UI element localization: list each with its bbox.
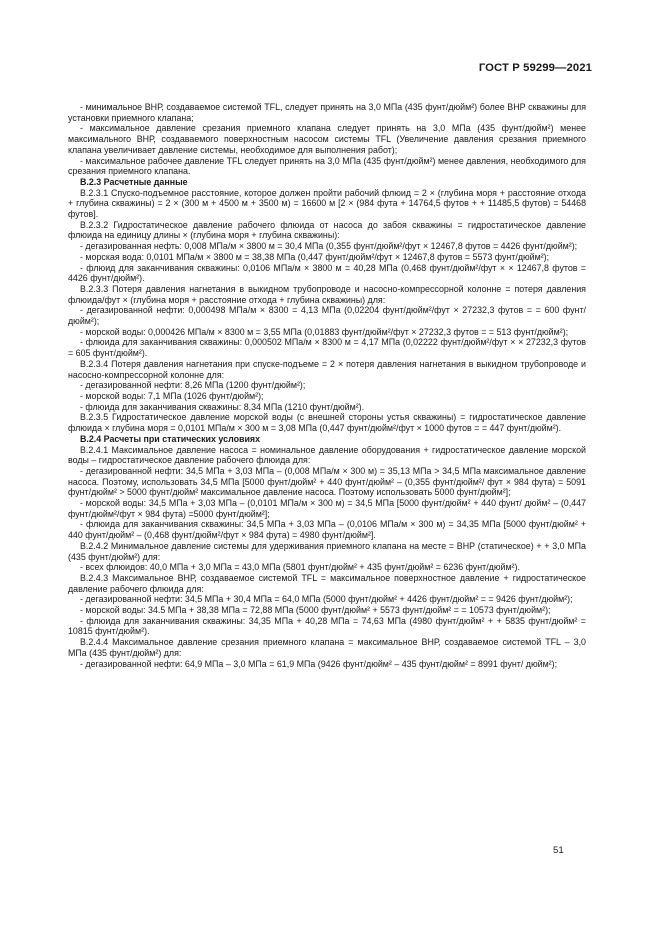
page-body bbox=[68, 102, 586, 669]
paragraph: - дегазированной нефти: 8,26 МПа (1200 фунт/дюйм²); bbox=[80, 380, 306, 391]
paragraph: - морской воды: 34,5 МПа + 3,03 МПа – (0,0101 МПа/м × 300 м) = 34,5 МПа [5000 фунт/дюйм² + 440 фунт/ дюйм² – (0,447 фунт/дюйм²/фут × 984 фута) =5000 фунт/дюйм²]; bbox=[68, 498, 586, 519]
page-number: 51 bbox=[553, 845, 564, 856]
paragraph: - морской воды: 0,000426 МПа/м × 8300 м = 3,55 МПа (0,01883 фунт/дюйм²/фут × 27232,3 футов = = 513 фунт/дюйм²); bbox=[80, 326, 569, 337]
paragraph: - морской воды: 7,1 МПа (1026 фунт/дюйм²); bbox=[80, 390, 264, 401]
paragraph: - дегазированной нефти: 34,5 МПа + 30,4 МПа = 64,0 МПа (5000 фунт/дюйм² + 4426 фунт/дюйм² = = 9426 фунт/дюйм²); bbox=[80, 594, 573, 605]
document-id-header: ГОСТ Р 59299—2021 bbox=[478, 62, 592, 74]
paragraph: В.2.4.4 Максимальное давление срезания приемного клапана = максимальное ВНР, создаваемое системой TFL – 3,0 МПа (435 фунт/дюйм²) для: bbox=[68, 637, 586, 658]
paragraph: - флюид для заканчивания скважины: 0,0106 МПа/м × 3800 м = 40,28 МПа (0,468 фунт/дюйм²/фут × × 12467,8 футов = 4426 фунт/дюйм²). bbox=[68, 262, 586, 284]
paragraph: - дегазированной нефти: 0,000498 МПа/м × 8300 = 4,13 МПа (0,02204 фунт/дюйм²/фут × 27232,3 футов = = 600 фунт/дюйм²); bbox=[68, 305, 586, 327]
paragraph: - максимальное рабочее давление TFL следует принять на 3,0 МПа (435 фунт/дюйм²) менее давления, необходимого для срезания приемного клапана. bbox=[68, 155, 586, 177]
paragraph: В.2.4.1 Максимальное давление насоса = номинальное давление оборудования + гидростатическое давление морской воды – гидростатическое давление рабочего флюида для: bbox=[68, 444, 586, 466]
paragraph: В.2.4.2 Минимальное давление системы для удерживания приемного клапана на месте = ВНР (статическое) + + 3,0 МПа (435 фунт/дюйм²) для: bbox=[68, 540, 586, 562]
paragraph: В.2.4.3 Максимальное ВНР, создаваемое системой TFL = максимальное поверхностное давление + гидростатическое давление рабочего флюида для: bbox=[68, 572, 586, 594]
paragraph: - всех флюидов: 40,0 МПа + 3,0 МПа = 43,0 МПа (5801 фунт/дюйм² + 435 фунт/дюйм² = 6236 фунт/дюйм²). bbox=[80, 562, 520, 573]
paragraph: В.2.3.2 Гидростатическое давление рабочего флюида от насоса до забоя скважины = гидростатическое давление флюида на единицу длины × (глубина моря + глубина скважины): bbox=[68, 219, 586, 241]
paragraph: - дегазированной нефти: 34,5 МПа + 3,03 МПа – (0,008 МПа/м × 300 м) = 35,13 МПа > 34,5 МПа максимальное давление насоса. Поэтому, использовать 34,5 МПа [5000 фунт/дюйм² + 440 фунт/дюйм² – (0,355 фунт/дюйм²/ фут × 984 фута) = 5091 фунт/дюйм² > 5000 фунт/дюйм² максимальное давление насоса. Поэтому использовать 5000 фунт/дюйм²]; bbox=[68, 465, 586, 498]
paragraph: - флюида для заканчивания скважины: 34,5 МПа + 3,03 МПа – (0,0106 МПа/м × 300 м) = 34,35 МПа [5000 фунт/дюйм² + 440 фунт/дюйм² – (0,468 фунт/дюйм²/фут × 984 фута) = 4980 фунт/дюйм²]. bbox=[68, 519, 586, 541]
paragraph: В.2.3.1 Спуско-подъемное расстояние, которое должен пройти рабочий флюид = 2 × (глубина моря + расстояние отхода + глубина скважины) = 2 × (300 м + 4500 м + 3500 м) = 16600 м [2 × (984 фута + 14764,5 футов + + 11485,5 футов) = 54468 футов]. bbox=[68, 187, 586, 220]
paragraph: - дегазированная нефть: 0,008 МПа/м × 3800 м = 30,4 МПа (0,355 фунт/дюйм²/фут × 12467,8 футов = 4426 фунт/дюйм²); bbox=[80, 241, 578, 252]
section-heading-b23: В.2.3 Расчетные данные bbox=[80, 176, 188, 187]
paragraph: В.2.3.3 Потеря давления нагнетания в выкидном трубопроводе и насосно-компрессорной колонне = потеря давления флюида/фут × (глубина моря + расстояние отхода + глубина скважины) для: bbox=[68, 283, 586, 305]
paragraph: В.2.3.4 Потеря давления нагнетания при спуске-подъеме = 2 × потеря давления нагнетания в выкидном трубопроводе и насосно-компрессорной колонне для: bbox=[68, 358, 586, 380]
paragraph: - максимальное давление срезания приемного клапана следует принять на 3,0 МПа (435 фунт/дюйм²) менее максимального ВНР, создаваемого поверхностным насосом системы TFL (Увеличение давления срезания приемного клапана увеличивает давление системы, необходимое для выполнения работ); bbox=[68, 123, 586, 155]
paragraph: - флюида для заканчивания скважины: 0,000502 МПа/м × 8300 м = 4,17 МПа (0,02222 фунт/дюйм²/фут × × 27232,3 футов = 605 фунт/дюйм²). bbox=[68, 337, 586, 359]
paragraph: - флюида для заканчивания скважины: 34,35 МПа + 40,28 МПа = 74,63 МПа (4980 фунт/дюйм² + + 5835 фунт/дюйм² = 10815 фунт/дюйм²). bbox=[68, 615, 586, 637]
paragraph: - морская вода: 0,0101 МПа/м × 3800 м = 38,38 МПа (0,447 фунт/дюйм²/фут × 12467,8 футов = 5573 фунт/дюйм²); bbox=[80, 251, 550, 262]
section-heading-b24: В.2.4 Расчеты при статических условиях bbox=[80, 433, 261, 444]
paragraph: - минимальное ВНР, создаваемое системой TFL, следует принять на 3,0 МПа (435 фунт/дюйм²) более ВНР скважины для установки приемного клапана; bbox=[68, 102, 586, 123]
paragraph: - флюида для заканчивания скважины: 8,34 МПа (1210 фунт/дюйм²). bbox=[80, 401, 365, 412]
paragraph: В.2.3.5 Гидростатическое давление морской воды (с внешней стороны устья скважины) = гидростатическое давление флюида × глубина моря = 0,0101 МПа/м × 300 м = 3,08 МПа (0,447 фунт/дюйм²/фут × 1000 футов = = 447 фунт/дюйм²). bbox=[68, 412, 586, 434]
paragraph: - морской воды: 34.5 МПа + 38,38 МПа = 72,88 МПа (5000 фунт/дюйм² + 5573 фунт/дюйм² = = 10573 фунт/дюйм²); bbox=[80, 605, 551, 616]
paragraph: - дегазированной нефти: 64,9 МПа – 3,0 МПа = 61,9 МПа (9426 фунт/дюйм² – 435 фунт/дюйм² = 8991 фунт/ дюйм²); bbox=[80, 658, 558, 669]
